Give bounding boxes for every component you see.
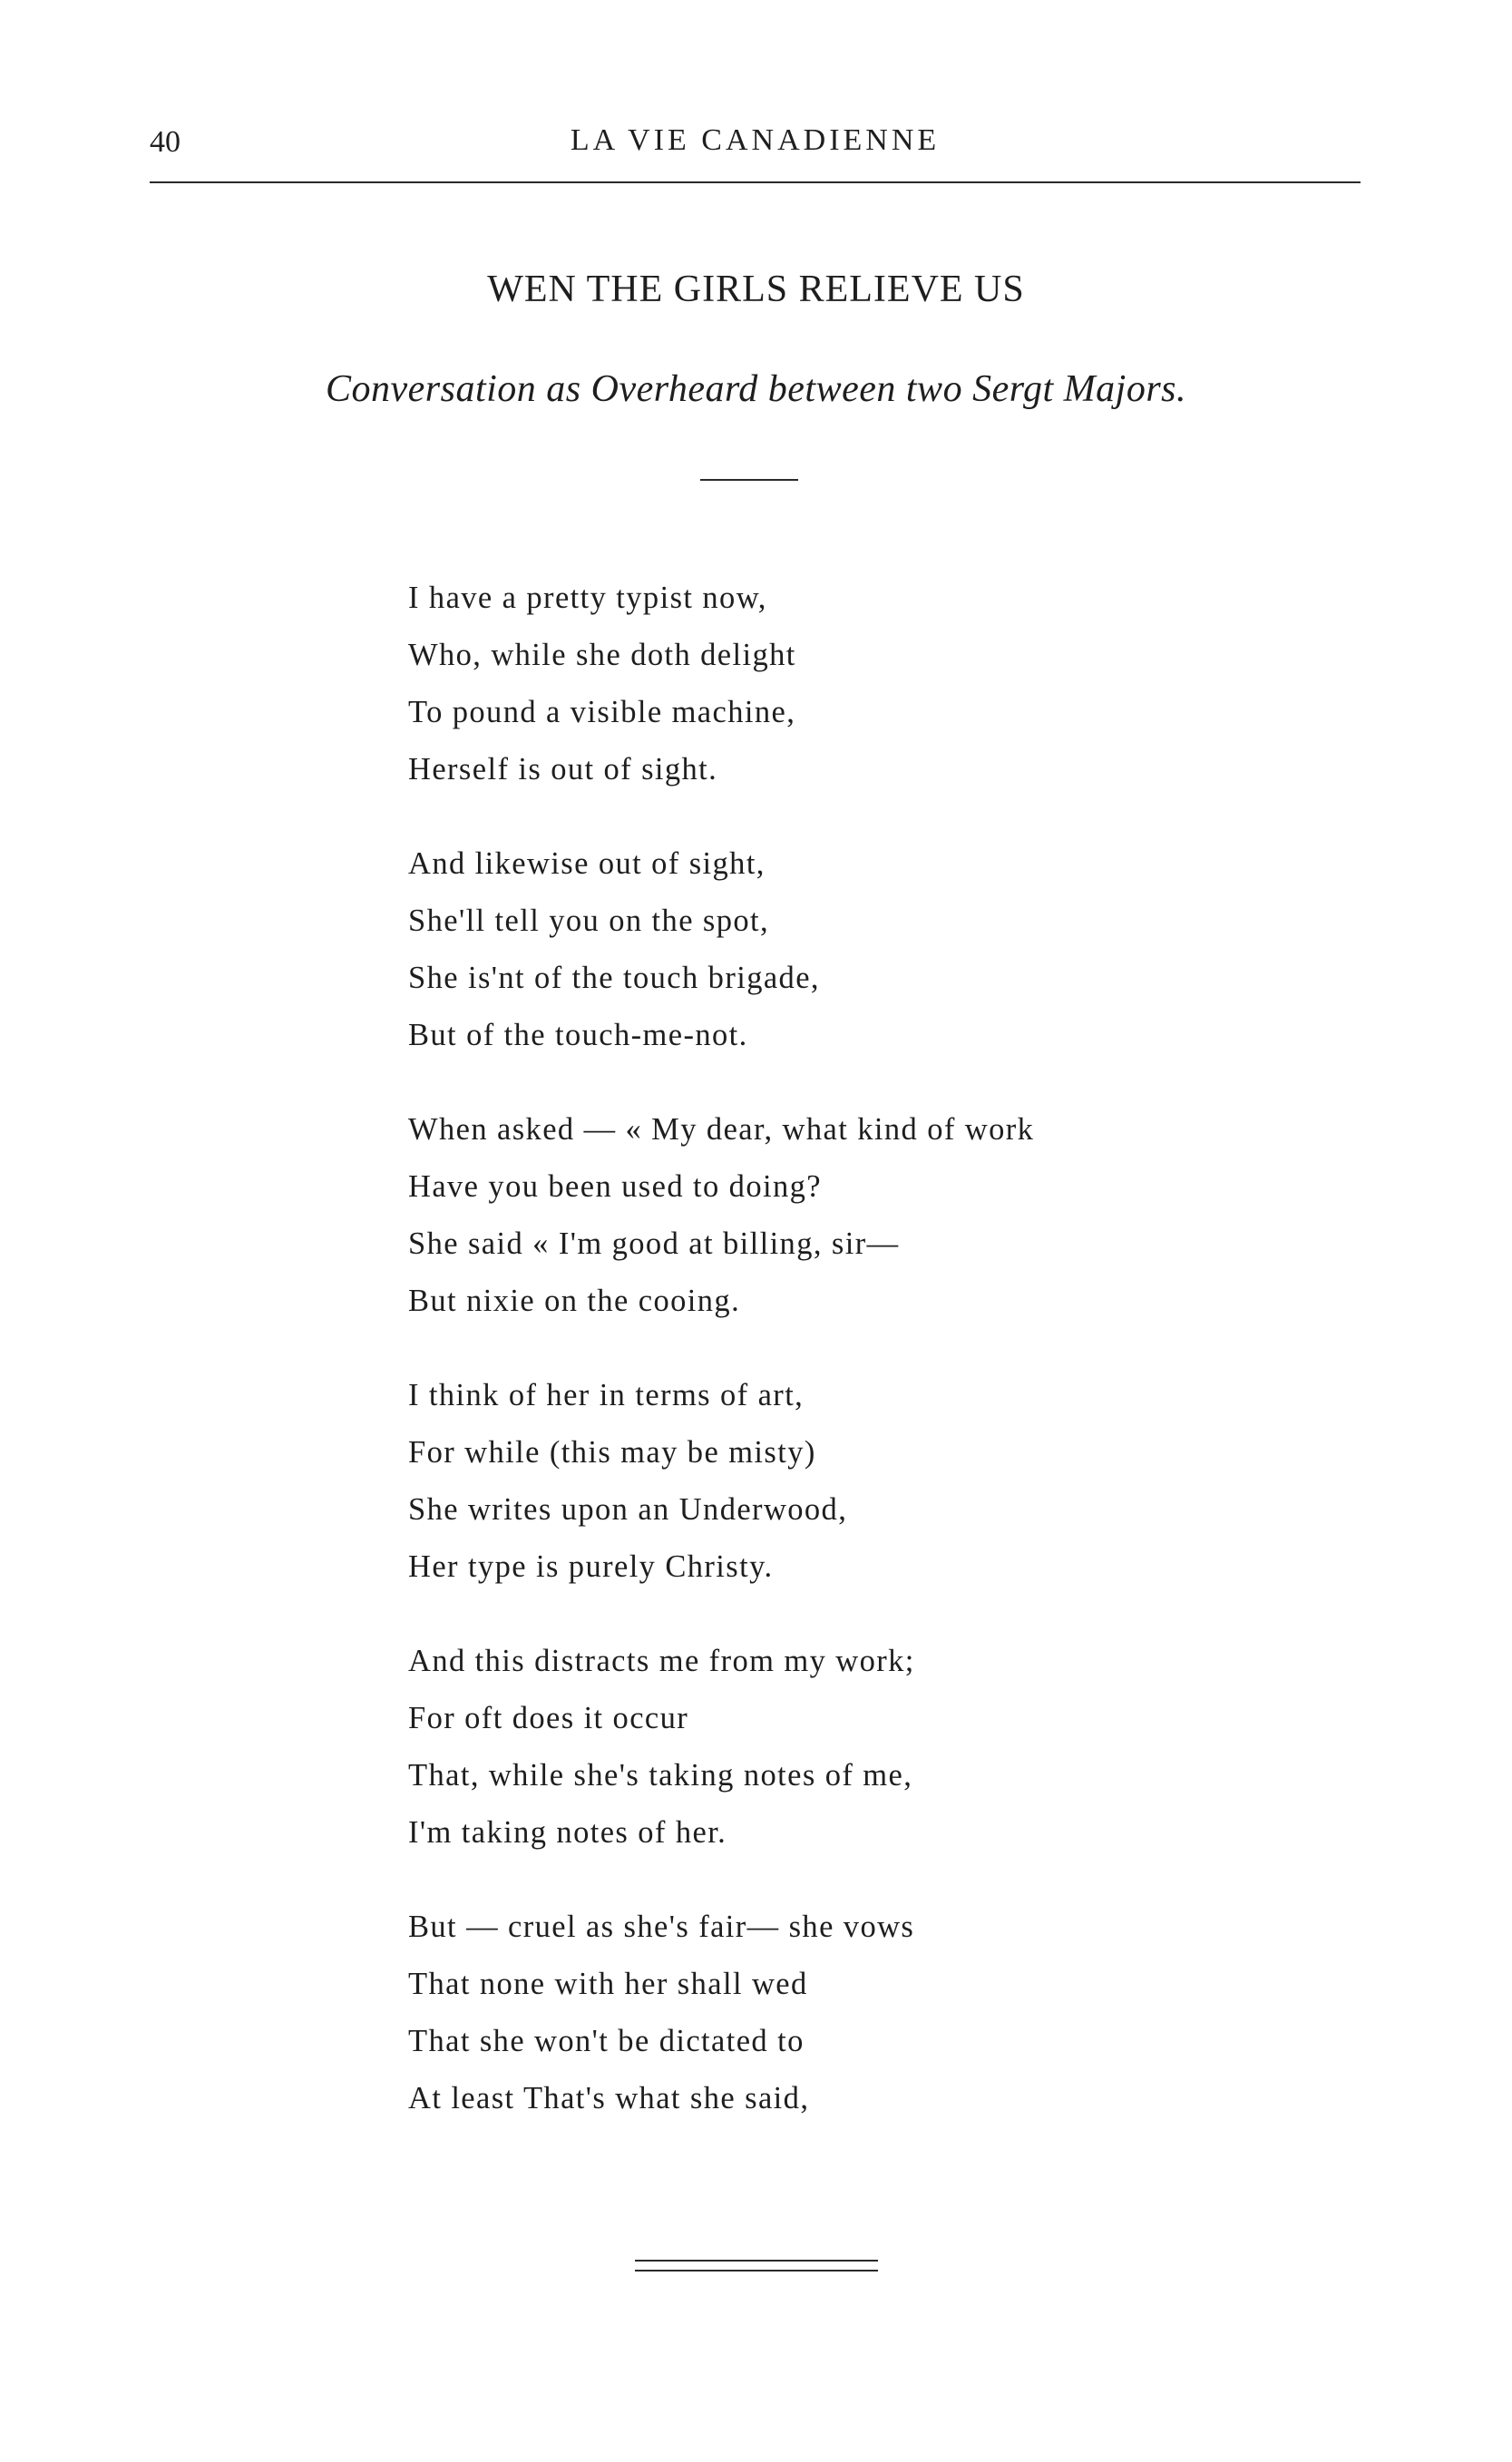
poem-line: I'm taking notes of her. <box>408 1815 727 1850</box>
stanza-4 <box>408 1367 1224 1596</box>
poem-line: That none with her shall wed <box>408 1967 808 2001</box>
poem-line: I have a pretty typist now, <box>408 581 767 615</box>
poem-line: And this distracts me from my work; <box>408 1644 915 1678</box>
poem-subtitle: Conversation as Overheard between two Sergt Majors. <box>325 368 1187 410</box>
poem-line: Her type is purely Christy. <box>408 1549 774 1584</box>
poem-line: And likewise out of sight, <box>408 846 766 881</box>
stanza-2 <box>408 835 1224 1064</box>
stanza-5 <box>408 1633 1224 1861</box>
poem-line: That she won't be dictated to <box>408 2024 805 2058</box>
poem-line: To pound a visible machine, <box>408 695 796 729</box>
poem-line: I think of her in terms of art, <box>408 1378 805 1412</box>
header-rule <box>150 181 1361 183</box>
poem-line: But of the touch-me-not. <box>408 1018 748 1052</box>
poem-line: That, while she's taking notes of me, <box>408 1758 913 1793</box>
poem-line: She'll tell you on the spot, <box>408 904 770 938</box>
poem-line: But — cruel as she's fair— she vows <box>408 1910 915 1944</box>
poem-line: She writes upon an Underwood, <box>408 1492 848 1527</box>
poem-line: For while (this may be misty) <box>408 1435 816 1470</box>
stanza-3 <box>408 1101 1224 1330</box>
poem-body <box>408 570 1224 2164</box>
poem-line: She is'nt of the touch brigade, <box>408 961 820 995</box>
stanza-1 <box>408 570 1224 798</box>
poem-line: She said « I'm good at billing, sir— <box>408 1226 900 1261</box>
poem-line: Have you been used to doing? <box>408 1169 822 1204</box>
end-double-rule-bottom <box>635 2270 878 2271</box>
poem-line: At least That's what she said, <box>408 2081 810 2115</box>
page-number: 40 <box>150 125 180 159</box>
poem-title: WEN THE GIRLS RELIEVE US <box>487 269 1025 310</box>
stanza-6 <box>408 1899 1224 2127</box>
poem-line: Herself is out of sight. <box>408 752 718 786</box>
poem-line: But nixie on the cooing. <box>408 1284 741 1318</box>
poem-line: For oft does it occur <box>408 1701 689 1735</box>
poem-line: Who, while she doth delight <box>408 638 796 672</box>
page-header <box>150 118 1361 163</box>
end-double-rule-top <box>635 2260 878 2262</box>
poem-line: When asked — « My dear, what kind of work <box>408 1112 1035 1147</box>
title-separator-rule <box>700 479 798 481</box>
running-title: LA VIE CANADIENNE <box>570 123 941 157</box>
